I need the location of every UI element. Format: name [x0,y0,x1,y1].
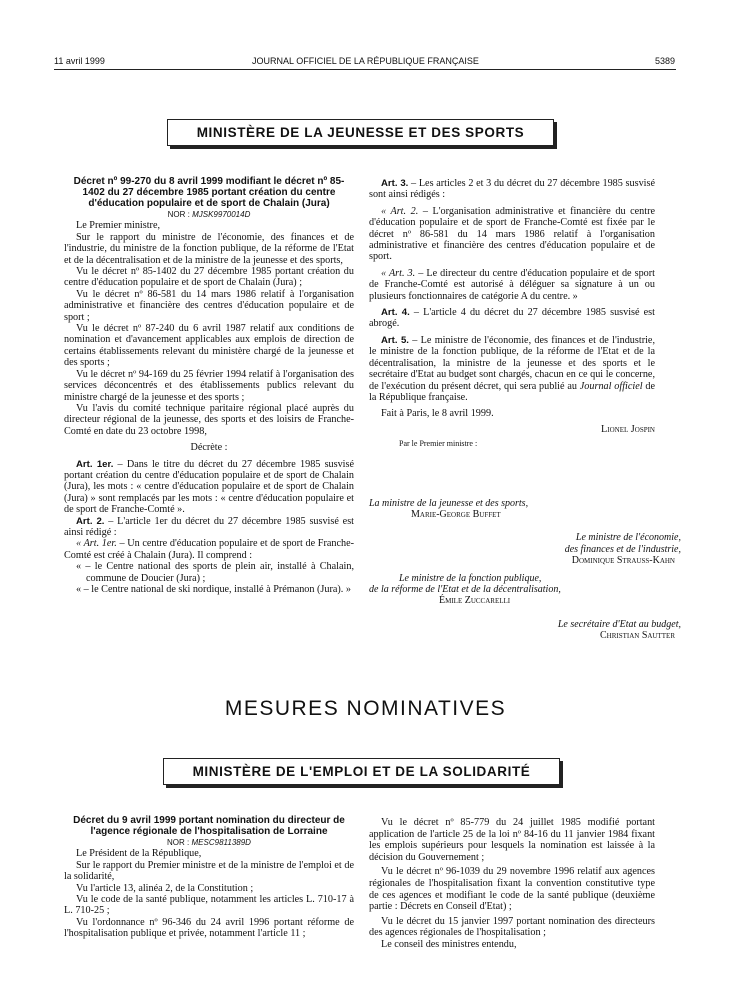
decree1-bullet-item: « – le Centre national de ski nordique, installé à Prémanon (Jura). » [76,584,351,595]
signature-prime-minister: Lionel Jospin [601,423,655,435]
decree1-bullet-item: « – le Centre national des sports de plein air, installé à Chalain, commune de Doucier (Jura) ; [76,561,354,584]
ministry-heading-emploi: MINISTÈRE DE L'EMPLOI ET DE LA SOLIDARITÉ [163,758,560,785]
signature-role-fonction-a: Le ministre de la fonction publique, [399,573,542,585]
decree1-left-column [64,176,354,595]
decree1-title: Décret nº 99-270 du 8 avril 1999 modifiant le décret nº 85-1402 du 27 décembre 1985 portant création du centre d'éducation populaire et de sport de Chalain (Jura) [73,176,345,209]
signature-name-strauss-kahn: Dominique Strauss-Kahn [571,554,675,566]
signature-name-zuccarelli: Émile Zuccarelli [439,595,511,607]
decree1-article-5: Art. 5. – Le ministre de l'économie, des finances et de l'industrie, le ministre de la fonction publique, de la réforme de l'Etat et de la décentralisation, la ministre de la jeunesse et des sports et le secrétaire d'Etat au budget sont chargés, chacun en ce qui le concerne, de l'exécution du présent décret, qui sera publié au Journal officiel de la République française. [369,334,655,403]
decree2-preamble-3: Vu le code de la santé publique, notamment les articles L. 710-17 à L. 710-25 ; [64,894,354,917]
decree1-signatures [369,498,681,641]
decree1-preamble-6: Vu l'avis du comité technique paritaire régional placé auprès du directeur régional de la jeunesse, des sports et des loisirs de Franche-Comté en date du 23 octobre 1998, [64,402,354,437]
decree1-article-1: Art. 1er. – Dans le titre du décret du 27 décembre 1985 susvisé portant création du centre d'éducation populaire et de sport de Chalain (Jura), les mots : « centre d'éducation populaire et de sport de Chalain (Jura) » sont remplacés par les mots : « centre d'éducation populaire et de sport de Franche-Comté ». [64,458,354,516]
signature-name-sautter: Christian Sautter [599,629,675,641]
decree2-right-column [369,817,655,951]
decree2-nor: NOR : MESC9811389D [167,838,251,847]
decree2-preamble-2: Vu l'article 13, alinéa 2, de la Constitution ; [76,882,254,894]
decree2-visa-1: Vu le décret nº 96-1039 du 29 novembre 1996 relatif aux agences régionales de l'hospitalisation fixant la convention constitutive type de ces agences et modifiant le code de la santé publique (deuxième partie : Décrets en Conseil d'Etat) ; [369,866,655,913]
decree1-right-column [369,178,655,450]
decree1-nor: NOR : MJSK9970014D [167,210,251,219]
decree2-preamble-0: Le Président de la République, [76,848,202,860]
decree1-nor-code: MJSK9970014D [192,210,251,219]
decree2-visa-0: Vu le décret nº 85-779 du 24 juillet 1985 modifié portant application de l'article 25 de la loi nº 84-16 du 11 janvier 1984 fixant les emplois supérieurs pour lesquels la nomination est laissée à la décision du Gouvernement ; [369,817,655,863]
header-page-number: 5389 [654,56,675,66]
signature-role-jeunesse: La ministre de la jeunesse et des sports, [369,498,529,509]
par-le-premier-ministre: Par le Premier ministre : [399,439,478,449]
decree2-left-column [64,815,354,940]
decree1-article-2-quote: « Art. 1er. – Un centre d'éducation populaire et de sport de Franche-Comté est créé à Chalain (Jura). Il comprend : [64,538,354,561]
decree1-article-4: Art. 4. – L'article 4 du décret du 27 décembre 1985 susvisé est abrogé. [369,307,655,330]
decree2-title: Décret du 9 avril 1999 portant nomination du directeur de l'agence régionale de l'hospitalisation de Lorraine [73,815,345,837]
decree2-visa-2: Vu le décret du 15 janvier 1997 portant nomination des directeurs des agences régionales de l'hospitalisation ; [369,915,655,939]
header-rule [54,69,676,70]
decree1-preamble-5: Vu le décret nº 94-169 du 25 février 1994 relatif à l'organisation des services déconcentrés et des établissements publics relevant du ministre chargé de la jeunesse et des sports ; [64,368,354,403]
decree1-fait-a-paris: Fait à Paris, le 8 avril 1999. [381,408,494,420]
signature-role-budget: Le secrétaire d'Etat au budget, [557,618,681,630]
signature-name-buffet: Marie-George Buffet [411,509,501,521]
decree1-preamble-4: Vu le décret nº 87-240 du 6 avril 1987 relatif aux conditions de nomination et d'avancement applicables aux emplois de direction de certains établissements relevant du ministère chargé de la jeunesse et des sports ; [64,323,354,369]
decree1-preamble-0: Le Premier ministre, [76,220,161,232]
header-date: 11 avril 1999 [54,56,105,66]
decree1-preamble-2: Vu le décret nº 85-1402 du 27 décembre 1985 portant création du centre d'éducation populaire et de sport de Chalain (Jura) ; [64,266,354,289]
signature-role-economie-b: des finances et de l'industrie, [564,543,681,555]
signature-role-fonction-b: de la réforme de l'Etat et de la décentralisation, [369,584,561,596]
decree1-article-2: Art. 2. – L'article 1er du décret du 27 décembre 1985 susvisé est ainsi rédigé : [64,515,354,538]
header-journal-title: JOURNAL OFFICIEL DE LA RÉPUBLIQUE FRANÇAISE [252,56,479,66]
signature-role-economie-a: Le ministre de l'économie, [575,532,681,544]
decree1-preamble-1: Sur le rapport du ministre de l'économie, des finances et de l'industrie, du ministre de la fonction publique, de la réforme de l'Etat et de la décentralisation et de la ministre de la jeunesse et des sports, [64,231,354,266]
ministry-heading-jeunesse: MINISTÈRE DE LA JEUNESSE ET DES SPORTS [167,119,554,146]
decree1-quote-article-2: « Art. 2. – L'organisation administrative et financière du centre d'éducation populaire et de sport de Franche-Comté est fixée par le décret nº 86-581 du 14 mars 1986 relatif à l'organisation administrative et financière des centres d'éducation populaire et de sport. [369,205,656,263]
decree2-conseil: Le conseil des ministres entendu, [381,938,517,950]
section-heading-mesures-nominatives: MESURES NOMINATIVES [224,697,507,720]
decree2-nor-code: MESC9811389D [191,838,251,847]
decree1-decrete: Décrète : [190,442,228,454]
decree2-preamble-1: Sur le rapport du Premier ministre et de la ministre de l'emploi et de la solidarité, [64,859,354,883]
decree1-preamble-3: Vu le décret nº 86-581 du 14 mars 1986 relatif à l'organisation administrative et financière des centres d'éducation populaire et de sport ; [64,288,354,323]
decree1-article-3: Art. 3. – Les articles 2 et 3 du décret du 27 décembre 1985 susvisé sont ainsi rédigés : [369,178,655,201]
decree2-preamble-4: Vu l'ordonnance nº 96-346 du 24 avril 1996 portant réforme de l'hospitalisation publique et privée, notamment l'article 11 ; [64,916,354,940]
decree1-quote-article-3: « Art. 3. – Le directeur du centre d'éducation populaire et de sport de Franche-Comté est autorisé à déléguer sa signature à un ou plusieurs fonctionnaires de catégorie A du centre. » [369,267,655,302]
